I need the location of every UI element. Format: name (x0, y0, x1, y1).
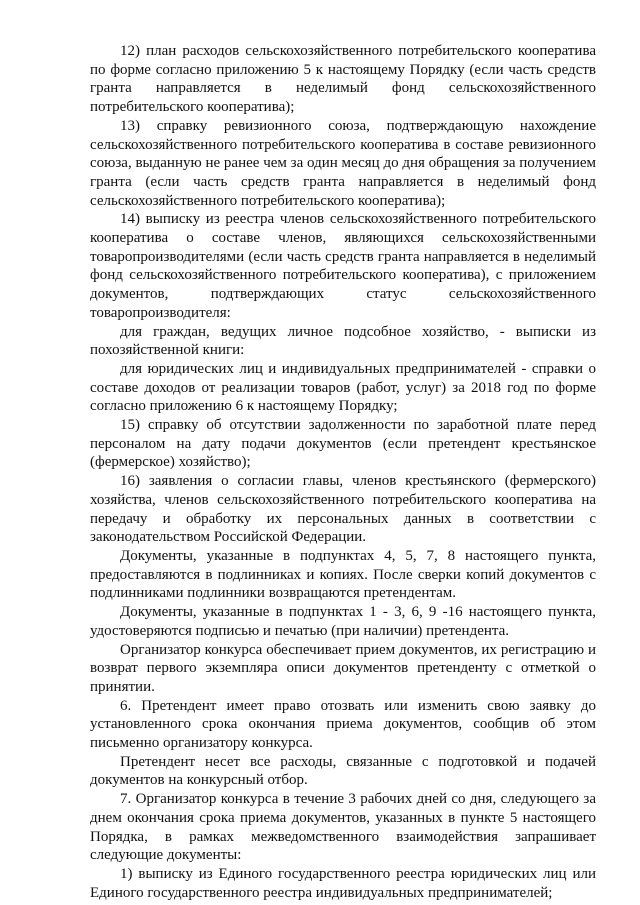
paragraph-legal-entities: для юридических лиц и индивидуальных предпринимателей - справки о составе доходов от реализации товаров (работ, услуг) за 2018 год по форме согласно приложению 6 к настоящему Порядку; (90, 360, 596, 415)
paragraph-item-14: 14) выписку из реестра членов сельскохозяйственного потребительского кооператива о составе членов, являющихся сельскохозяйственными товаропроизводителями (если часть средств гранта направляется в неделимый фонд сельскохозяйственного потребительского кооператива), с приложением документов, подтверждающих статус сельскохозяйственного товаропроизводителя: (90, 211, 596, 321)
paragraph-registry-extract: 1) выписку из Единого государственного реестра юридических лиц или Единого государственного реестра индивидуальных предпринимателей; (90, 865, 596, 901)
paragraph-item-12: 12) план расходов сельскохозяйственного потребительского кооператива по форме согласно приложению 5 к настоящему Порядку (если часть средств гранта направляется в неделимый фонд сельскохозяйственного потребительского кооператива); (90, 43, 596, 116)
paragraph-item-15: 15) справку об отсутствии задолженности по заработной плате перед персоналом на дату подачи документов (если претендент крестьянское (фермерское) хозяйство); (90, 417, 596, 471)
paragraph-originals-copies: Документы, указанные в подпунктах 4, 5, 7, 8 настоящего пункта, предоставляются в подлинниках и копиях. После сверки копий документов с подлинниками подлинники возвращаются претендентам. (90, 547, 596, 602)
paragraph-organizer-receipt: Организатор конкурса обеспечивает прием документов, их регистрацию и возврат первого экземпляра описи документов претенденту с отметкой о принятии. (90, 641, 596, 695)
paragraph-section-7: 7. Организатор конкурса в течение 3 рабочих дней со дня, следующего за днем окончания срока приема документов, указанных в пункте 5 настоящего Порядка, в рамках межведомственного взаимодействия запрашивает следующие документы: (90, 791, 596, 864)
document-page (90, 42, 596, 902)
paragraph-citizens: для граждан, ведущих личное подсобное хозяйство, - выписки из похозяйственной книги: (90, 323, 596, 359)
paragraph-expenses: Претендент несет все расходы, связанные с подготовкой и подачей документов на конкурсный отбор. (90, 753, 596, 789)
paragraph-signature-seal: Документы, указанные в подпунктах 1 - 3, 6, 9 -16 настоящего пункта, удостоверяются подписью и печатью (при наличии) претендента. (90, 604, 596, 639)
paragraph-item-16: 16) заявления о согласии главы, членов крестьянского (фермерского) хозяйства, членов сельскохозяйственного потребительского кооператива на передачу и обработку их персональных данных в соответствии с законодательством Российской Федерации. (90, 473, 596, 546)
paragraph-section-6: 6. Претендент имеет право отозвать или изменить свою заявку до установленного срока окончания приема документов, сообщив об этом письменно организатору конкурса. (90, 697, 596, 752)
paragraph-item-13: 13) справку ревизионного союза, подтверждающую нахождение сельскохозяйственного потребительского кооператива в составе ревизионного союза, выданную не ранее чем за один месяц до дня обращения за получением гранта (если часть средств гранта направляется в неделимый фонд сельскохозяйственного потребительского кооператива); (90, 117, 596, 209)
